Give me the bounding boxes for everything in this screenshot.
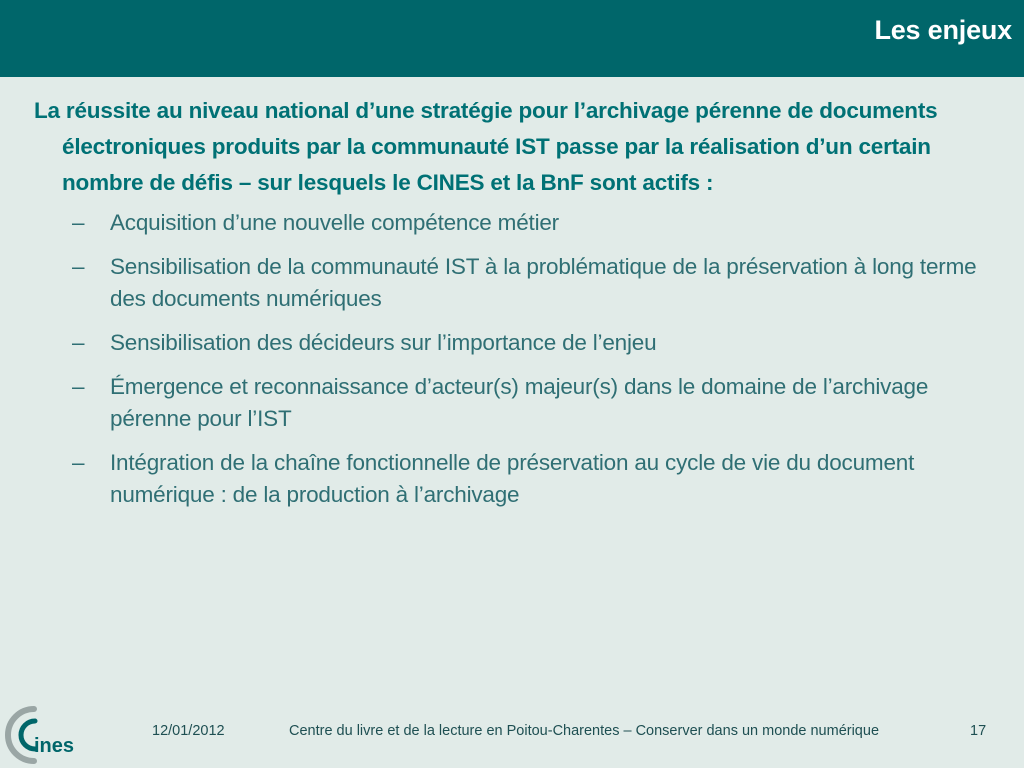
slide-title: Les enjeux (874, 15, 1012, 45)
sub-bullet-item (34, 327, 994, 359)
sub-bullet-item (34, 207, 994, 239)
slide-header (0, 0, 1024, 77)
sub-bullet-item (34, 371, 994, 435)
dash-bullet-icon: – (72, 210, 85, 235)
slide-content (34, 93, 994, 523)
cines-logo (4, 701, 90, 767)
dash-bullet-icon: – (72, 374, 85, 399)
sub-bullet-text: Acquisition d’une nouvelle compétence métier (110, 210, 559, 235)
sub-bullet-text: Émergence et reconnaissance d’acteur(s) majeur(s) dans le domaine de l’archivage pérenne pour l’IST (110, 374, 929, 431)
logo-text: ines (34, 735, 75, 757)
dash-bullet-icon: – (72, 450, 85, 475)
footer-text: Centre du livre et de la lecture en Poitou-Charentes – Conserver dans un monde numérique (289, 723, 880, 739)
page-number: 17 (970, 723, 987, 739)
sub-bullet-text: Sensibilisation de la communauté IST à la problématique de la préservation à long terme des documents numériques (110, 254, 977, 311)
sub-bullet-item (34, 251, 994, 315)
slide-footer (0, 705, 1024, 768)
footer-date: 12/01/2012 (152, 723, 225, 739)
sub-bullet-text: Sensibilisation des décideurs sur l’importance de l’enjeu (110, 330, 657, 355)
sub-bullet-item (34, 447, 994, 511)
dash-bullet-icon: – (72, 254, 85, 279)
dash-bullet-icon: – (72, 330, 85, 355)
sub-bullet-text: Intégration de la chaîne fonctionnelle de préservation au cycle de vie du document numérique : de la production à l’archivage (110, 450, 915, 507)
lead-paragraph: La réussite au niveau national d’une stratégie pour l’archivage pérenne de documents électroniques produits par la communauté IST passe par la réalisation d’un certain nombre de défis – sur lesquels le CINES et la BnF sont actifs : (34, 98, 938, 195)
logo-arc-inner (21, 721, 35, 749)
sub-bullet-list (34, 207, 994, 511)
